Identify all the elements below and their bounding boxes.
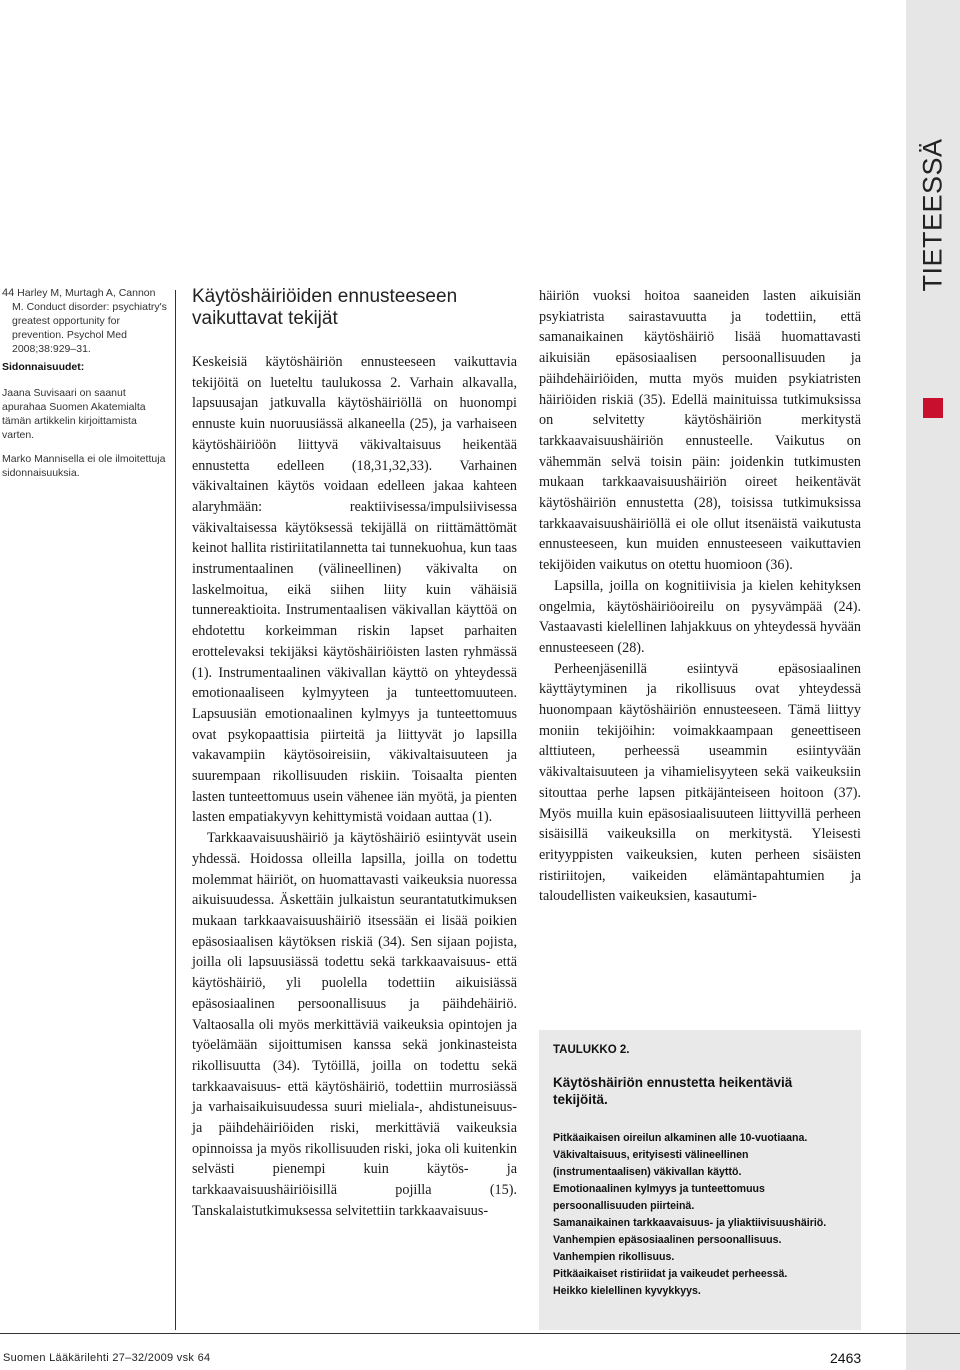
section-heading: Käytöshäiriöiden ennusteeseen vaikuttavat tekijät — [192, 286, 458, 329]
section-tag-text: TIETEESSÄ — [917, 138, 948, 292]
column-rule — [175, 290, 176, 1330]
disclosures — [2, 360, 167, 490]
table-label: TAULUKKO 2. — [553, 1044, 630, 1056]
disclosure-item: Marko Mannisella ei ole ilmoitettuja sidonnaisuuksia. — [2, 453, 166, 479]
section-tag — [906, 130, 960, 300]
margin-column — [2, 286, 167, 479]
article-right-column — [539, 286, 861, 907]
reference-text: Harley M, Murtagh A, Cannon M. Conduct disorder: psychiatry's greatest opportunity for prevention. Psychol Med 2008;38:929–31. — [12, 287, 167, 355]
table-item: Vanhempien epäsosiaalinen persoonallisuus. — [553, 1234, 782, 1246]
article-body-right — [539, 286, 861, 907]
table-items — [553, 1130, 848, 1300]
paragraph: Lapsilla, joilla on kognitiivisia ja kielen kehityksen ongelmia, käytöshäiriöoireilu on pysyvämpää (24). Vastaavasti kielellinen lahjakkuus on yhteydessä hyvään ennusteeseen (28). — [539, 577, 861, 656]
table-item: Pitkäaikaisen oireilun alkaminen alle 10-vuotiaana. — [553, 1132, 808, 1144]
article-left-column — [192, 286, 517, 1222]
disclosure-item: Jaana Suvisaari on saanut apurahaa Suomen Akatemialta tämän artikkelin kirjoittamista varten. — [2, 387, 146, 441]
paragraph: häiriön vuoksi hoitoa saaneiden lasten aikuisiän psykiatrista sairastavuutta ja todettiin, että samanaikainen käytöshäiriö lisää huomattavasti aikuisiän epäsosiaalisen persoonallisuuden ja päihdehäiriöiden, mutta myös muiden psykiatristen häiriöiden riskiä (35). Edellä mainituissa tutkimuksissa on selvitetty käytöshäiriön merkitystä tarkkaavaisuushäiriön ennusteelle. Vaikutus on vähemmän selvä toisin päin: joidenkin tutkimusten mukaan tarkkaavaisuushäiriön oireet heikentävät käytöshäiriön ennustetta (28), toisissa tutkimuksissa tarkkaavaisuushäiriöllä ei ole ollut itsenäistä vaikutusta ennusteeseen, kun muiden ennusteeseen vaikuttavien tekijöiden vaikutus on otettu huomioon (36). — [539, 288, 861, 574]
paragraph: Tarkkaavaisuushäiriö ja käytöshäiriö esiintyvät usein yhdessä. Hoidossa olleilla lapsilla, joilla on todettu molemmat häiriöt, on huomattavasti vaikeuksia nuoressa aikuisuudessa. Äskettäin julkaistun seurantatutkimuksen mukaan tarkkaavaisuushäiriö itsessään ei lisää poikien epäsosiaalisen käytöksen riskiä (34). Sen sijaan pojista, joilla oli lapsuusiässä todettu sekä tarkkaavaisuus- että käytöshäiriö, yli puolella todettiin aikuisiässä epäsosiaalinen persoonallisuus ja päihdehäiriö. Valtaosalla oli myös merkittäviä vaikeuksia opintojen ja työelämään sijoittumisen kanssa sekä jonkinasteista rikollisuutta (34). Tytöillä, joilla on todettu sekä tarkkaavaisuus- että käytöshäiriö, todettiin murrosiässä ja varhaisaikuisuudessa suuri mieliala-, ahdistuneisuus- ja päihdehäiriöiden riski, merkittäviä vaikeuksia opinnoissa ja myös rikollisuuden riski, joka oli kuitenkin selvästi pienempi kuin käytös- ja tarkkaavaisuushäiriöisillä pojilla (15). Tanskalaistutkimuksessa selvitettiin tarkkaavaisuus- — [192, 830, 517, 1219]
reference-44 — [2, 286, 167, 356]
table-title: Käytöshäiriön ennustetta heikentäviä tekijöitä. — [553, 1075, 793, 1107]
paragraph: Keskeisiä käytöshäiriön ennusteeseen vaikuttavia tekijöitä on lueteltu taulukossa 2. Varhain alkavalla, lapsuusajan jatkuvalla käytöshäiriöllä on huonompi ennuste kuin nuoruusiässä alkaneella (25), ja varhaiseen käytöshäiriöön liittyvä väkivaltaisuus heikentää ennustetta edelleen (18,31,32,33). Varhainen väkivaltainen käytös voidaan edelleen jakaa kahteen alaryhmään: reaktiivisessa/impulsiivisessa väkivaltaisessa käytöksessä tekijällä on riittämättömät keinot hallita ristiriitatilannetta tai tunnekuohua, kun taas instrumentaalinen (välineellinen) väkivalta on laskelmoitua, eikä siihen liity kuin vähäisiä tunnereaktioita. Instrumentaalisen väkivallan käyttöä on ehdotettu korkeimman riskin lapset parhaiten erottelevaksi tekijäksi käytöshäiriöisten lasten ryhmässä (1). Instrumentaalinen väkivallan käyttö on yhteydessä emotionaaliseen kylmyyteen ja tunteettomuuteen. Lapsuusiän emotionaalinen kylmyys ja tunteettomuus ovat psykopaattisia piirteitä ja liittyvät jo lapsilla vakavampiin käytösoireisiin, väkivaltaisuuteen ja suurempaan rikollisuuden riskiin. Toisaalta pienten lasten tunteettomuus usein vähenee iän myötä, ja pienten lasten empatiakyvyn kehittymistä voidaan auttaa (1). — [192, 354, 517, 826]
footer-page-number: 2463 — [830, 1350, 862, 1366]
reference-number: 44 — [2, 287, 15, 299]
table-item: Pitkäaikaiset ristiriidat ja vaikeudet perheessä. — [553, 1268, 788, 1280]
article-body-left — [192, 352, 517, 1222]
paragraph: Perheenjäsenillä esiintyvä epäsosiaalinen käyttäytyminen ja rikollisuus ovat yhteydessä huonompaan käytöshäiriön ennusteeseen. Tämä liittyy moniin tekijöihin: voimakkaampaan geneettiseen alttiuteen, perheessä useammin esiintyvään väkivaltaisuuteen ja vihamielisyyteen sekä vaikeuksiin sitouttaa perhe lapsen pitkäjänteiseen hoitoon (37). Myös muilla kuin epäsosiaalisuuteen liittyvillä perheen sisäisillä vaikeuksilla on merkitystä. Yleisesti erityyppisten vaikeuksien, kuten perheen sisäisten ristiriitojen, vaikeiden elämäntapahtumien ja taloudellisten vaikeuksien, kasautumi- — [539, 660, 861, 905]
table-item: Heikko kielellinen kyvykkyys. — [553, 1285, 701, 1297]
footer-journal: Suomen Lääkärilehti 27–32/2009 vsk 64 — [3, 1352, 211, 1364]
table-item: Väkivaltaisuus, erityisesti välineellinen (instrumentaalisen) väkivallan käyttö. — [553, 1149, 749, 1178]
table-item: Vanhempien rikollisuus. — [553, 1251, 675, 1263]
footer-rule — [0, 1333, 960, 1334]
table-item: Emotionaalinen kylmyys ja tunteettomuus persoonallisuuden piirteinä. — [553, 1183, 765, 1212]
table-2-box — [539, 1030, 861, 1330]
disclosures-heading: Sidonnaisuudet: — [2, 361, 85, 373]
section-tag-square — [923, 398, 943, 418]
table-item: Samanaikainen tarkkaavaisuus- ja yliaktiivisuushäiriö. — [553, 1217, 827, 1229]
